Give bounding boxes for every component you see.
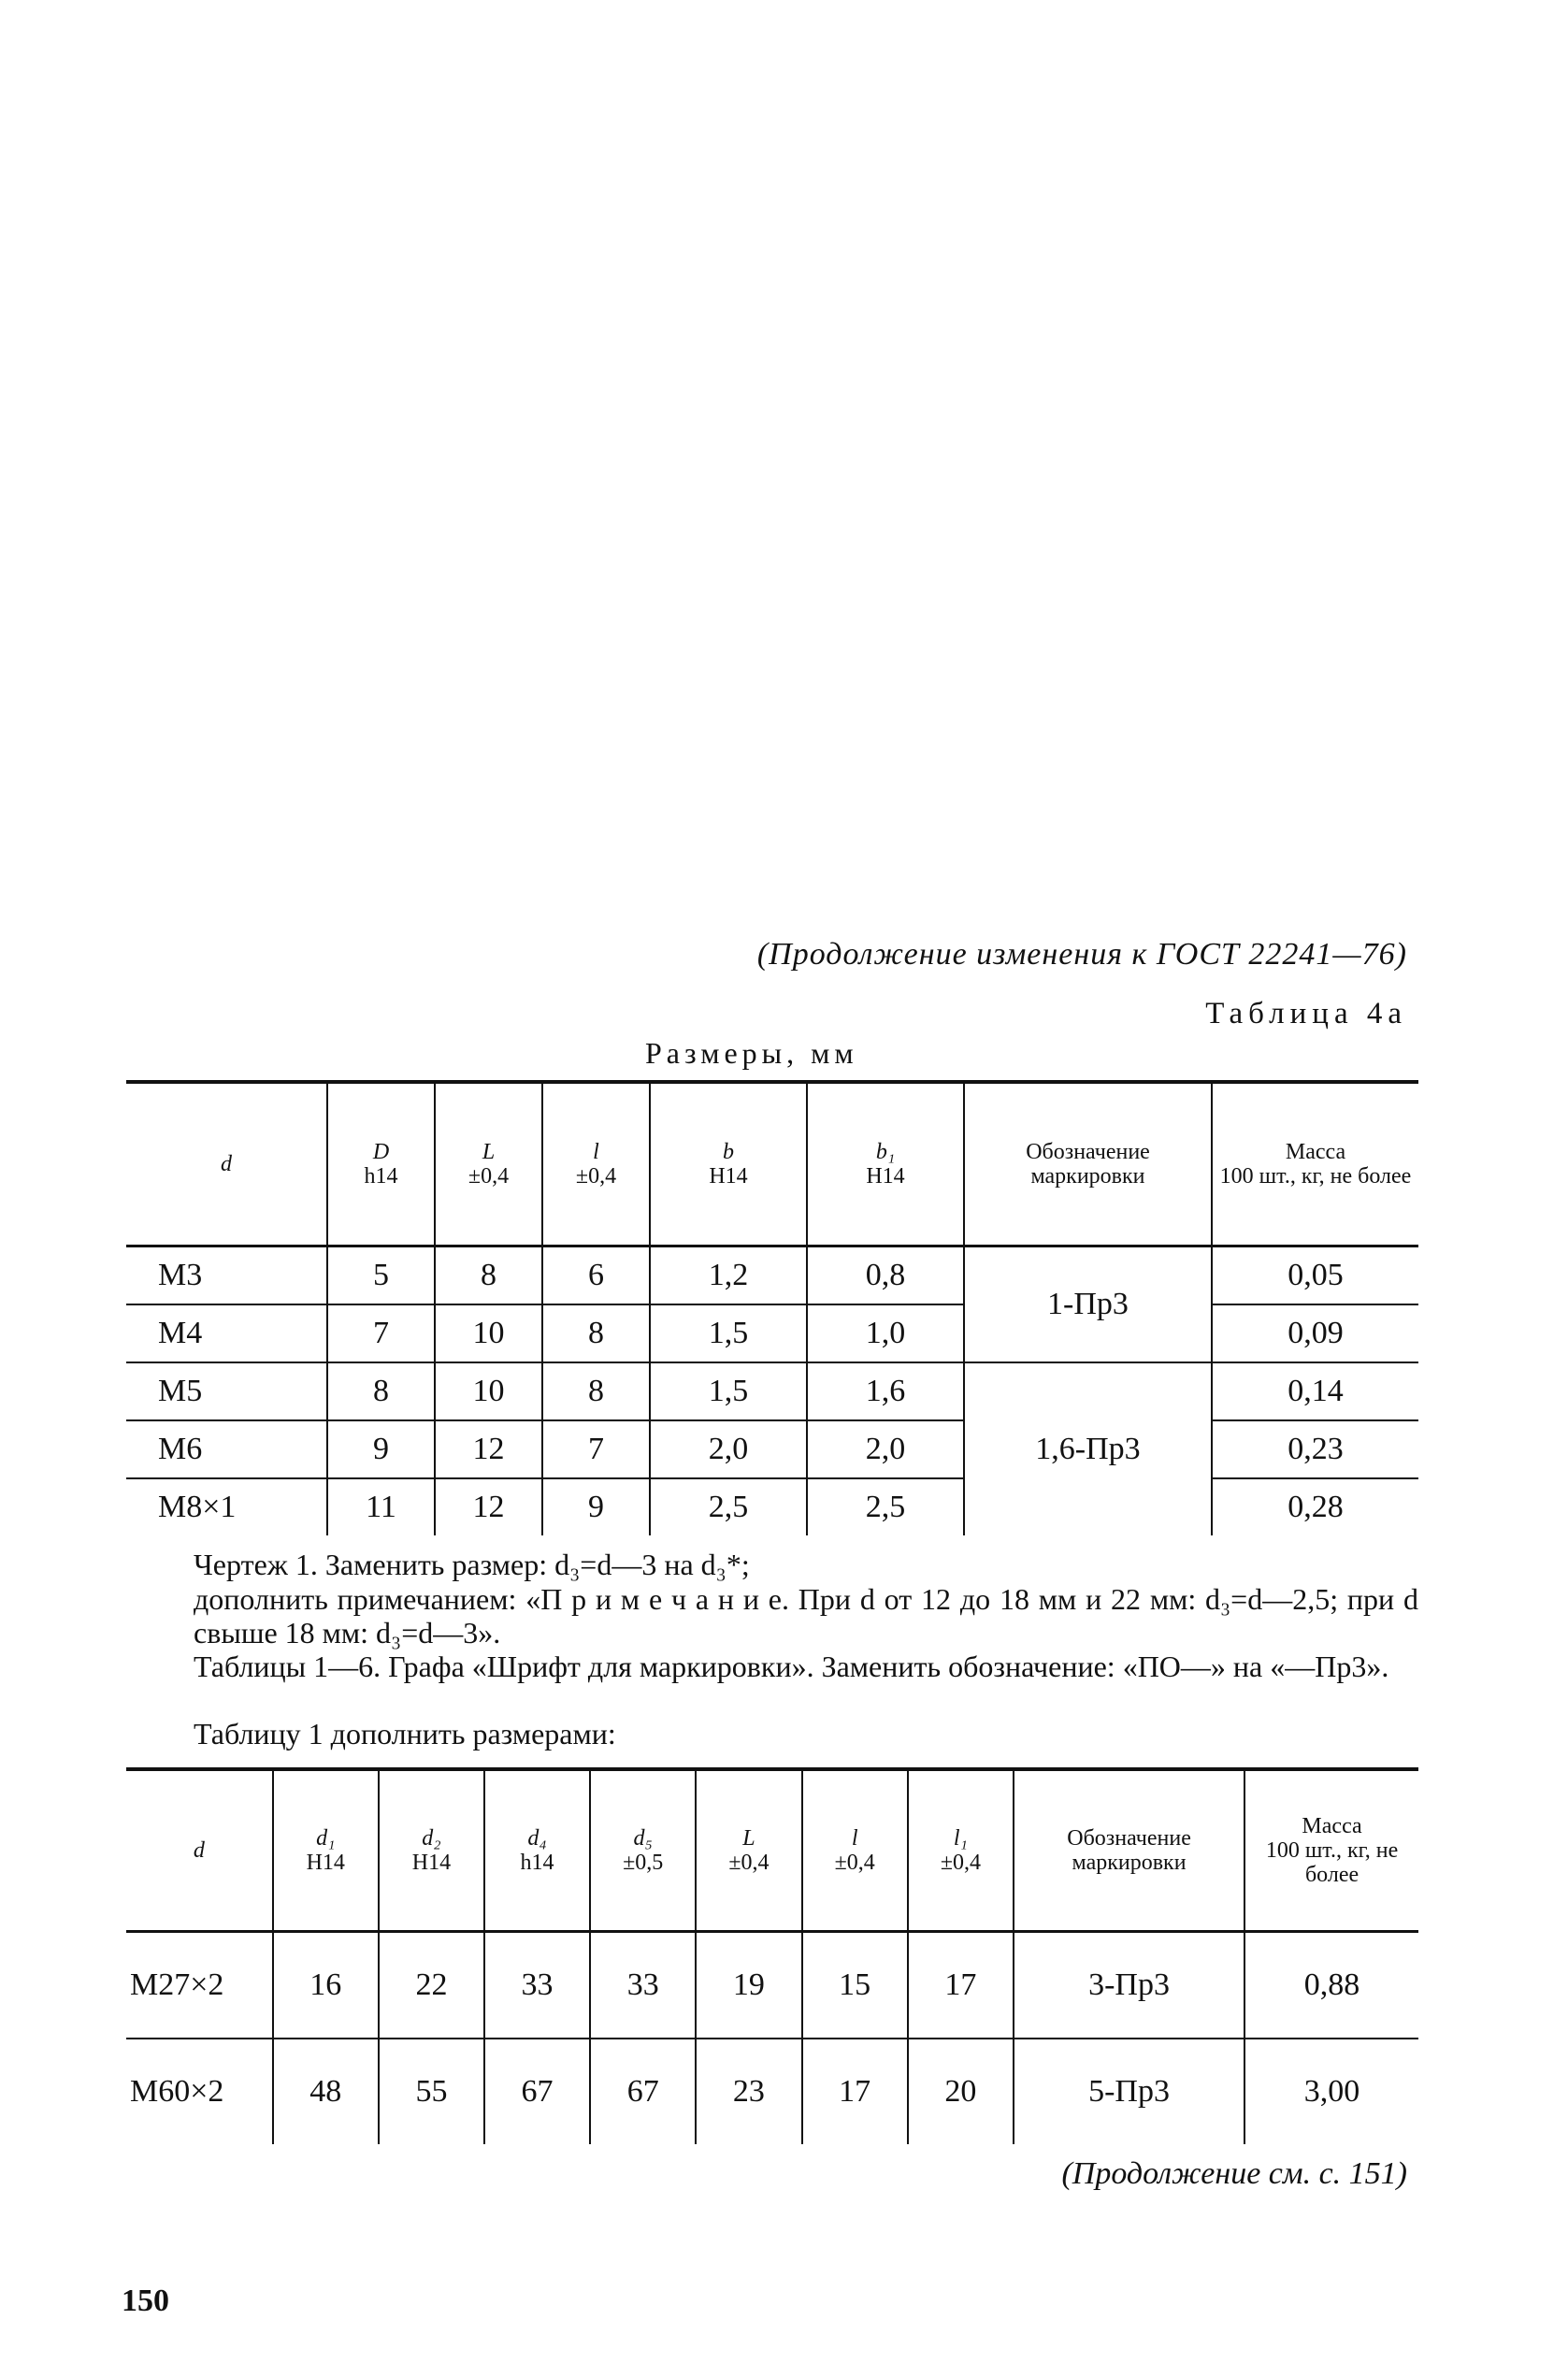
cell-L: 10: [435, 1304, 542, 1362]
header-cell: l₁ ±0,4: [908, 1769, 1014, 1932]
cell-l: 7: [542, 1420, 650, 1478]
cell-b1: 0,8: [807, 1246, 964, 1305]
header-cell: b₁ H14: [807, 1082, 964, 1246]
cell-mass: 0,88: [1244, 1932, 1418, 2039]
table-row: [126, 1478, 1418, 1535]
cell-d1: 16: [273, 1932, 379, 2039]
table-row: [126, 1246, 1418, 1305]
paragraph-note: [126, 1582, 1418, 1650]
cell-d: M5: [126, 1362, 327, 1420]
cell-D: 5: [327, 1246, 435, 1305]
cell-L: 19: [696, 1932, 801, 2039]
cell-l: 8: [542, 1304, 650, 1362]
table-row: [126, 1932, 1418, 2039]
table-4a: [126, 1080, 1418, 1535]
header-cell: Обозначение маркировки: [964, 1082, 1212, 1246]
cell-b: 2,0: [650, 1420, 807, 1478]
cell-mass: 0,14: [1212, 1362, 1418, 1420]
cell-b1: 2,0: [807, 1420, 964, 1478]
table-header-row: [126, 1769, 1418, 1932]
cell-l: 15: [802, 1932, 908, 2039]
cell-L: 23: [696, 2039, 801, 2144]
table-header-row: [126, 1082, 1418, 1246]
header-cell: d₁ H14: [273, 1769, 379, 1932]
table-row: [126, 2039, 1418, 2144]
cell-b: 1,2: [650, 1246, 807, 1305]
paragraph-tables: [126, 1650, 1418, 1683]
cell-d4: 67: [484, 2039, 590, 2144]
header-cell: d₄ h14: [484, 1769, 590, 1932]
cell-d: M6: [126, 1420, 327, 1478]
paragraph-text: Таблицы 1—6. Графа «Шрифт для маркировки». Заменить обозначение: «ПО—» на «—Пр3».: [194, 1650, 1389, 1683]
cell-marking: 3-Пр3: [1014, 1932, 1244, 2039]
table-row: [126, 1304, 1418, 1362]
cell-d5: 67: [590, 2039, 696, 2144]
cell-l1: 20: [908, 2039, 1014, 2144]
cell-L: 12: [435, 1478, 542, 1535]
header-cell: L ±0,4: [435, 1082, 542, 1246]
cell-b: 2,5: [650, 1478, 807, 1535]
cell-d: M3: [126, 1246, 327, 1305]
cell-D: 11: [327, 1478, 435, 1535]
header-cell: d: [126, 1082, 327, 1246]
header-cell: Масса 100 шт., кг, не более: [1244, 1769, 1418, 1932]
cell-marking: 1,6-Пр3: [964, 1362, 1212, 1535]
cell-d: M4: [126, 1304, 327, 1362]
header-cell: D h14: [327, 1082, 435, 1246]
cell-d2: 22: [379, 1932, 484, 2039]
cell-D: 8: [327, 1362, 435, 1420]
continuation-header: (Продолжение изменения к ГОСТ 22241—76): [756, 937, 1407, 972]
header-cell: l ±0,4: [802, 1769, 908, 1932]
cell-D: 9: [327, 1420, 435, 1478]
table-row: [126, 1362, 1418, 1420]
cell-mass: 0,05: [1212, 1246, 1418, 1305]
header-cell: d: [126, 1769, 273, 1932]
header-cell: Масса 100 шт., кг, не более: [1212, 1082, 1418, 1246]
table-1-additions: [126, 1767, 1418, 2144]
cell-d5: 33: [590, 1932, 696, 2039]
header-cell: l ±0,4: [542, 1082, 650, 1246]
cell-l: 8: [542, 1362, 650, 1420]
cell-L: 12: [435, 1420, 542, 1478]
cell-D: 7: [327, 1304, 435, 1362]
continuation-footer: (Продолжение см. с. 151): [1061, 2156, 1407, 2191]
cell-marking: 5-Пр3: [1014, 2039, 1244, 2144]
header-cell: b H14: [650, 1082, 807, 1246]
page-number: 150: [122, 2284, 169, 2318]
header-cell: d₅ ±0,5: [590, 1769, 696, 1932]
cell-b1: 1,6: [807, 1362, 964, 1420]
cell-l1: 17: [908, 1932, 1014, 2039]
cell-d4: 33: [484, 1932, 590, 2039]
cell-d: M27×2: [126, 1932, 273, 2039]
table-row: [126, 1420, 1418, 1478]
cell-l: 9: [542, 1478, 650, 1535]
cell-marking: 1-Пр3: [964, 1246, 1212, 1363]
header-cell: L ±0,4: [696, 1769, 801, 1932]
cell-L: 10: [435, 1362, 542, 1420]
cell-d: M60×2: [130, 2074, 224, 2109]
units-label: Размеры, мм: [645, 1036, 858, 1070]
paragraph-text: Чертеж 1. Заменить размер: d₃=d—3 на d₃*;: [194, 1548, 750, 1581]
paragraph-text: дополнить примечанием: «П р и м е ч а н и е. При d от 12 до 18 мм и 22 мм: d₃=d—2,5; при d свыше 18 мм: d₃=d—3».: [194, 1582, 1418, 1650]
cell-l: 6: [542, 1246, 650, 1305]
cell-l: 17: [802, 2039, 908, 2144]
cell-mass: 0,28: [1212, 1478, 1418, 1535]
cell-b: 1,5: [650, 1362, 807, 1420]
cell-mass: 0,23: [1212, 1420, 1418, 1478]
cell-d: M8×1: [158, 1490, 237, 1524]
cell-d1: 48: [273, 2039, 379, 2144]
cell-mass: 3,00: [1244, 2039, 1418, 2144]
cell-b1: 2,5: [807, 1478, 964, 1535]
cell-d2: 55: [379, 2039, 484, 2144]
table-label: Таблица 4а: [1205, 997, 1407, 1030]
cell-b: 1,5: [650, 1304, 807, 1362]
header-cell: Обозначение маркировки: [1014, 1769, 1244, 1932]
paragraph-text: Таблицу 1 дополнить размерами:: [194, 1717, 616, 1751]
paragraph-drawing: [126, 1548, 1418, 1581]
header-cell: d₂ H14: [379, 1769, 484, 1932]
paragraph-table1: [126, 1717, 1418, 1751]
cell-b1: 1,0: [807, 1304, 964, 1362]
cell-mass: 0,09: [1212, 1304, 1418, 1362]
cell-L: 8: [435, 1246, 542, 1305]
